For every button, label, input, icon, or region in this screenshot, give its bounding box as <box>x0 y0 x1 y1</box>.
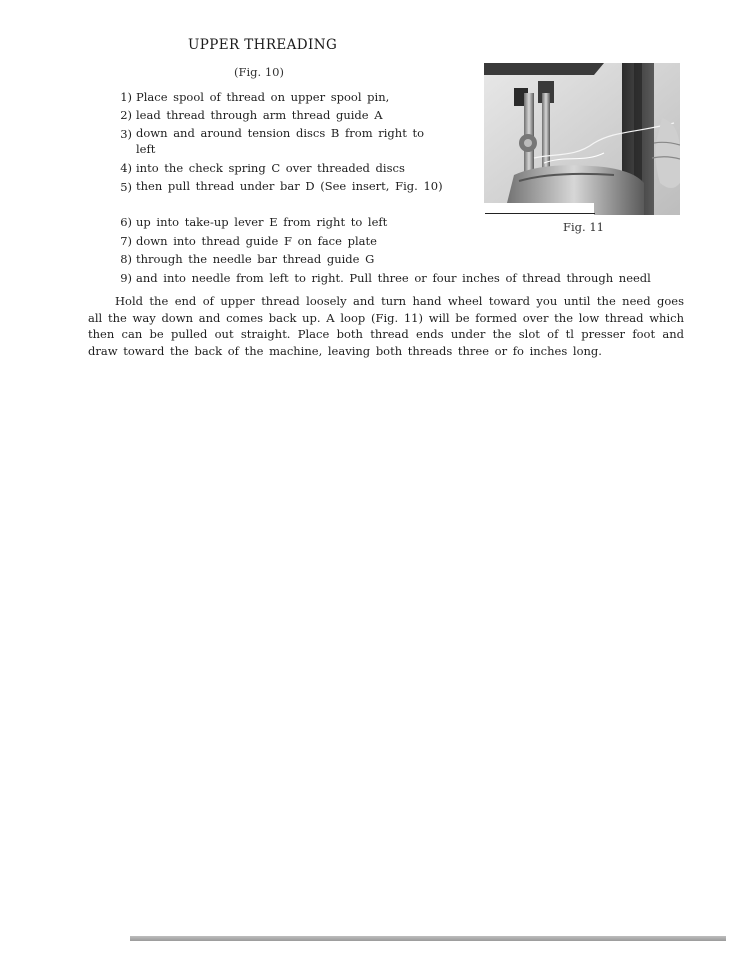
list-item <box>96 213 444 232</box>
step-text: then pull thread under bar D (See insert, Fig. 10) <box>136 179 443 193</box>
step-number: 6) <box>120 215 132 229</box>
step-text: into the check spring C over threaded discs <box>136 161 405 175</box>
list-item <box>96 250 444 269</box>
step-text: down into thread guide F on face plate <box>136 234 377 248</box>
step-text: and into needle from left to right. Pull three or four inches of thread through needl <box>136 271 651 285</box>
step-text: through the needle bar thread guide G <box>136 252 375 266</box>
figure-caption: Fig. 11 <box>563 220 604 234</box>
step-number: 3) <box>120 127 132 141</box>
sewing-machine-image <box>484 63 680 215</box>
step-number: 2) <box>120 108 132 122</box>
step-text: Place spool of thread on upper spool pin, <box>136 90 390 104</box>
step-text: lead thread through arm thread guide A <box>136 108 383 122</box>
step-number: 8) <box>120 252 132 266</box>
page-title: UPPER THREADING <box>188 37 338 53</box>
list-item <box>96 232 444 251</box>
scan-edge-bar <box>130 936 726 941</box>
step-text: down and around tension discs B from right to left <box>136 126 425 156</box>
step-number: 9) <box>120 271 132 285</box>
step-number: 5) <box>120 180 132 194</box>
sewing-machine-photo <box>484 63 680 215</box>
step-number: 7) <box>120 234 132 248</box>
step-number: 1) <box>120 90 132 104</box>
figure-divider <box>485 213 595 214</box>
list-item <box>96 159 444 178</box>
body-paragraph: Hold the end of upper thread loosely and turn hand wheel toward you until the need goes all the way down and comes back up. A loop (Fig. 11) will be formed over the low thread which then can be pulled out straight. Place both thread ends under the slot of tl presser foot and draw toward the back of the machine, leaving both threads three or fo inches long. <box>88 294 684 358</box>
list-item <box>96 88 444 107</box>
figure-reference: (Fig. 10) <box>234 65 284 79</box>
step-text: up into take-up lever E from right to left <box>136 215 388 229</box>
list-item <box>96 269 696 288</box>
list-item <box>96 106 444 125</box>
step-number: 4) <box>120 161 132 175</box>
list-item <box>96 178 444 197</box>
list-item <box>96 125 444 157</box>
